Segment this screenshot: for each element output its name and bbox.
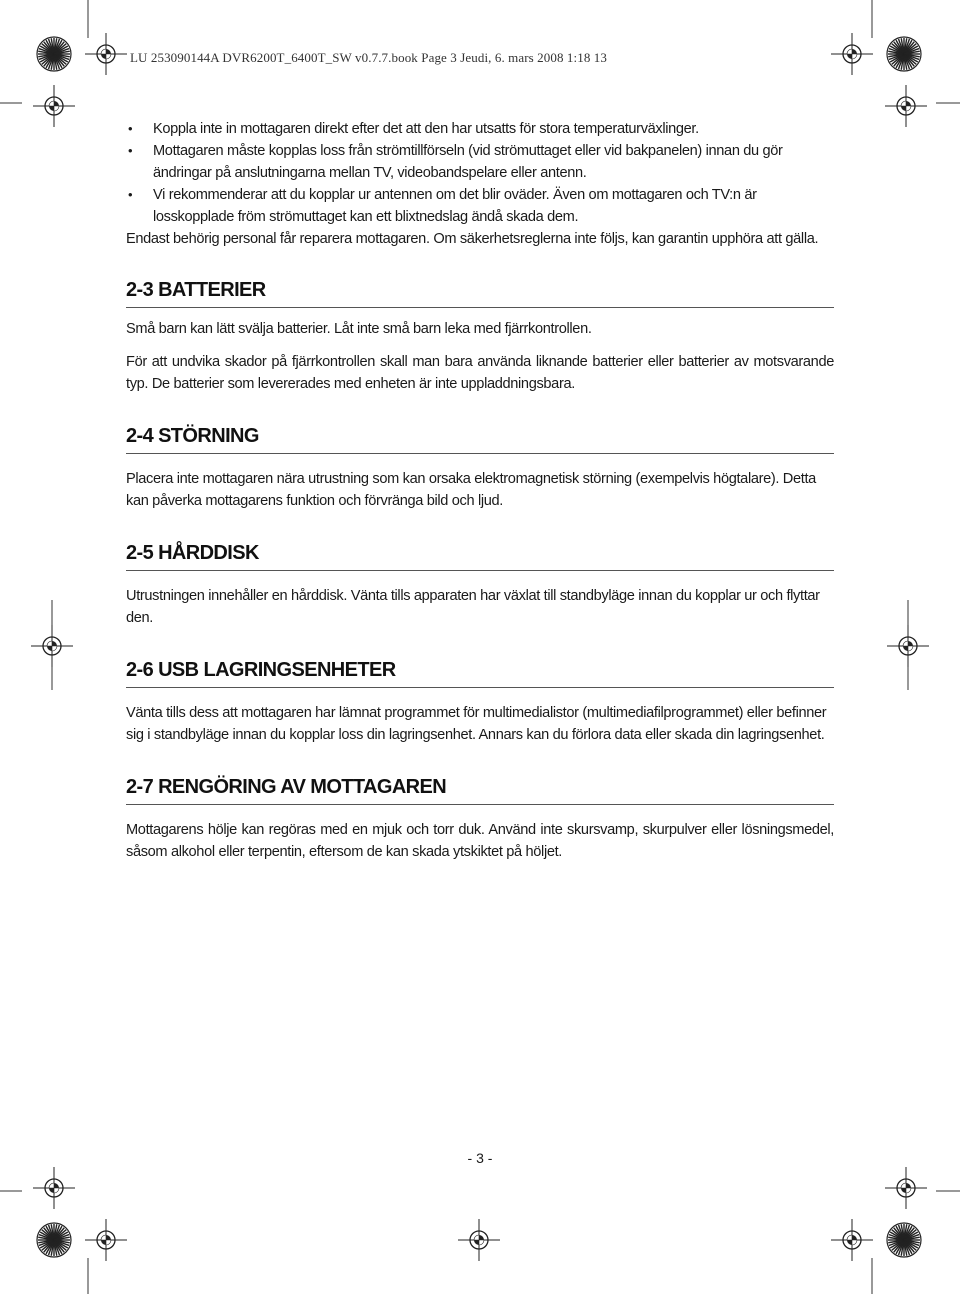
bullet-icon: •	[128, 121, 133, 136]
warning-paragraph: Endast behörig personal får reparera mottagaren. Om säkerhetsreglerna inte följs, kan garantin upphöra att gälla.	[126, 231, 819, 247]
batterier-paragraph-1: Små barn kan lätt svälja batterier. Låt inte små barn leka med fjärrkontrollen.	[126, 321, 592, 337]
document-body	[126, 118, 834, 863]
print-header: LU 253090144A DVR6200T_6400T_SW v0.7.7.book Page 3 Jeudi, 6. mars 2008 1:18 13	[130, 50, 607, 65]
batterier-paragraph-2: För att undvika skador på fjärrkontrollen skall man bara använda liknande batterier eller batterier av motsvarande typ. De batterier som levererades med enheten är inte uppladdningsbara.	[126, 354, 834, 392]
section-heading-batterier: 2-3 BATTERIER	[126, 277, 834, 308]
usb-paragraph: Vänta tills dess att mottagaren har lämnat programmet för multimedialistor (multimediafilprogrammet) eller befinner sig i standbyläge innan du kopplar loss din lagringsenhet. Annars kan du förlora data eller skada din lagringsenhet.	[126, 705, 827, 743]
section-heading-harddisk: 2-5 HÅRDDISK	[126, 540, 834, 571]
page-number: - 3 -	[467, 1150, 493, 1166]
crosshair-registration-mark	[33, 1167, 75, 1209]
bullet-icon: •	[128, 143, 133, 158]
list-item: • Vi rekommenderar att du kopplar ur antennen om det blir oväder. Även om mottagaren och TV:n är losskopplade fröm strömuttaget kan ett blixtnedslag ändå skada dem.	[126, 184, 834, 228]
starburst-registration-mark	[37, 1223, 71, 1257]
crosshair-registration-mark	[31, 625, 73, 667]
crosshair-registration-mark	[85, 1219, 127, 1261]
bullet-icon: •	[128, 187, 133, 202]
list-item: • Mottagaren måste kopplas loss från strömtillförseln (vid strömuttaget eller vid bakpanelen) innan du gör ändringar på anslutningarna mellan TV, videobandspelare eller antenn.	[126, 140, 834, 184]
crosshair-registration-mark	[458, 1219, 500, 1261]
section-heading-rengoring: 2-7 RENGÖRING AV MOTTAGAREN	[126, 774, 834, 805]
crosshair-registration-mark	[831, 1219, 873, 1261]
crosshair-registration-mark	[887, 625, 929, 667]
crosshair-registration-mark	[885, 1167, 927, 1209]
crosshair-registration-mark	[885, 85, 927, 127]
section-heading-usb: 2-6 USB LAGRINGSENHETER	[126, 657, 834, 688]
harddisk-paragraph: Utrustningen innehåller en hårddisk. Vänta tills apparaten har växlat till standbyläge innan du kopplar ur och flyttar den.	[126, 588, 820, 626]
starburst-registration-mark	[887, 37, 921, 71]
rengoring-paragraph: Mottagarens hölje kan regöras med en mjuk och torr duk. Använd inte skursvamp, skurpulver eller lösningsmedel, såsom alkohol eller terpentin, eftersom de kan skada ytskiktet på höljet.	[126, 822, 834, 860]
list-item: • Koppla inte in mottagaren direkt efter det att den har utsatts för stora temperaturväxlinger.	[126, 118, 834, 140]
safety-bullet-list	[126, 118, 834, 228]
crosshair-registration-mark	[85, 33, 127, 75]
section-heading-storning: 2-4 STÖRNING	[126, 423, 834, 454]
starburst-registration-mark	[887, 1223, 921, 1257]
starburst-registration-mark	[37, 37, 71, 71]
crosshair-registration-mark	[831, 33, 873, 75]
crosshair-registration-mark	[33, 85, 75, 127]
storning-paragraph: Placera inte mottagaren nära utrustning som kan orsaka elektromagnetisk störning (exempelvis högtalare). Detta kan påverka mottagarens funktion och förvränga bild och ljud.	[126, 471, 816, 509]
